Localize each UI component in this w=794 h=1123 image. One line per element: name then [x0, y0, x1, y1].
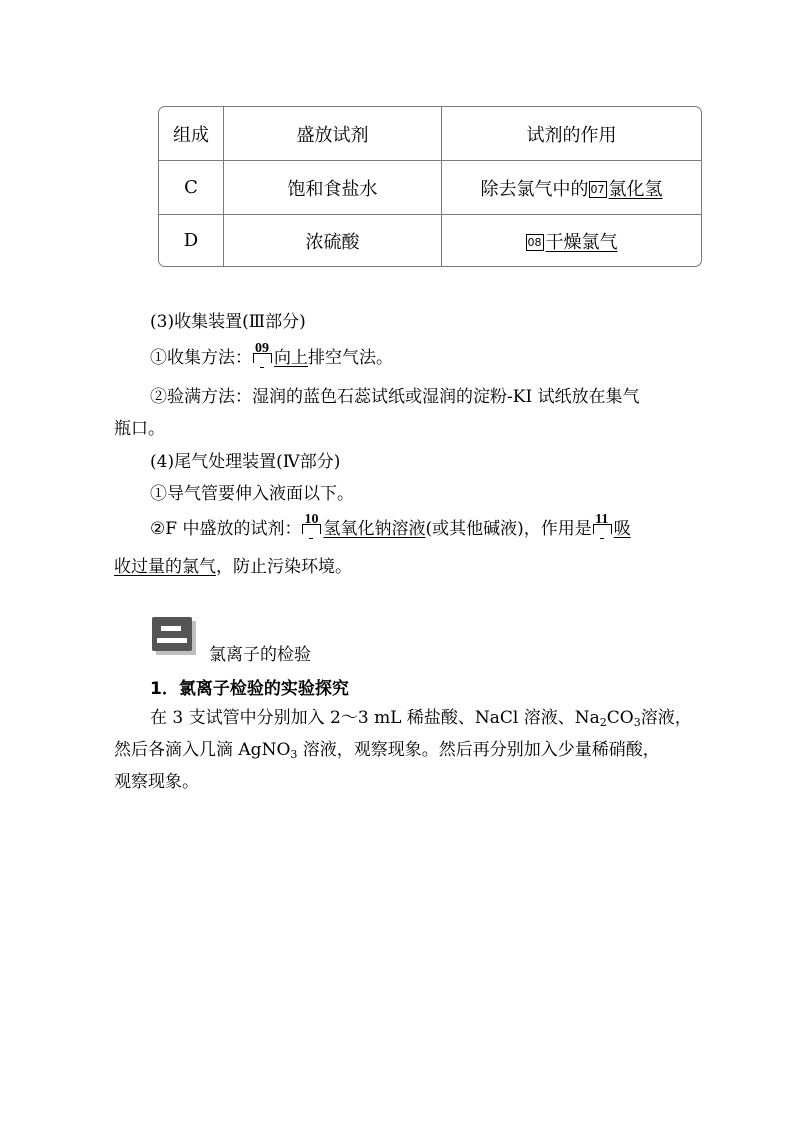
tail-title: (4)尾气处理装置(Ⅳ部分) — [150, 452, 341, 472]
collect-method-line — [150, 341, 684, 370]
subsection-heading: 1．氯离子检验的实验探究 — [150, 679, 349, 699]
subscript: 3 — [290, 748, 298, 761]
answer-marker: 10 — [301, 518, 321, 536]
tail-item1: ①导气管要伸入液面以下。 — [150, 484, 354, 504]
table-header-cell: 组成 — [159, 107, 224, 160]
answer-blank — [526, 228, 618, 254]
section-number-icon — [152, 617, 192, 651]
tail-item2-line2 — [114, 555, 684, 579]
answer-text: 收过量的氯气 — [114, 557, 216, 577]
paragraph-text: CO — [606, 708, 634, 728]
collect-full-line2: 瓶口。 — [114, 419, 165, 439]
table-cell-reagent: 饱和食盐水 — [224, 161, 442, 214]
collect-method-suffix: 排空气法。 — [308, 348, 393, 368]
subscript: 2 — [599, 716, 607, 729]
table-cell-component: C — [159, 161, 224, 214]
reagent-table — [158, 106, 702, 267]
collect-full-line1: ②验满方法：湿润的蓝色石蕊试纸或湿润的淀粉-KI 试纸放在集气 — [150, 387, 640, 407]
collect-title: (3)收集装置(Ⅲ部分) — [150, 312, 306, 332]
paragraph-text: 在 3 支试管中分别加入 2～3 mL 稀盐酸、NaCl 溶液、Na — [150, 708, 600, 728]
tail-item2-prefix: ②F 中盛放的试剂： — [150, 519, 302, 539]
paragraph-line — [150, 706, 692, 735]
answer-blank — [589, 175, 663, 201]
answer-marker: 11 — [592, 518, 612, 536]
table-header-cell: 盛放试剂 — [224, 107, 442, 160]
answer-text: 干燥氯气 — [545, 231, 618, 253]
section-title: 氯离子的检验 — [209, 645, 311, 665]
role-prefix: 除去氯气中的 — [480, 178, 589, 200]
tail-item2-line1 — [150, 512, 684, 541]
table-row — [159, 160, 701, 214]
tail-item2-middle: (或其他碱液)，作用是 — [425, 519, 592, 539]
answer-text: 氯化氢 — [608, 178, 663, 200]
table-cell-component: D — [159, 215, 224, 266]
answer-text: 吸 — [613, 519, 631, 539]
paragraph-text: 然后各滴入几滴 AgNO — [114, 740, 291, 760]
table-cell-role — [442, 161, 701, 214]
answer-text: 向上 — [274, 348, 308, 368]
table-header-row — [159, 107, 701, 160]
answer-marker: 07 — [590, 182, 605, 196]
tail-item2-suffix: ，防止污染环境。 — [216, 557, 352, 577]
collect-method-prefix: ①收集方法： — [150, 348, 252, 368]
table-cell-role — [442, 215, 701, 266]
paragraph-line: 观察现象。 — [114, 772, 199, 792]
paragraph-text: 溶液，观察现象。然后再分别加入少量稀硝酸， — [297, 740, 660, 760]
answer-text: 氢氧化钠溶液 — [323, 519, 426, 539]
answer-marker: 09 — [252, 347, 272, 365]
table-row — [159, 214, 701, 266]
paragraph-text: 溶液， — [640, 708, 692, 728]
subscript: 3 — [633, 716, 641, 729]
table-cell-reagent: 浓硫酸 — [224, 215, 442, 266]
answer-marker: 08 — [527, 235, 542, 249]
table-header-cell: 试剂的作用 — [526, 124, 617, 146]
paragraph-line — [114, 738, 684, 767]
